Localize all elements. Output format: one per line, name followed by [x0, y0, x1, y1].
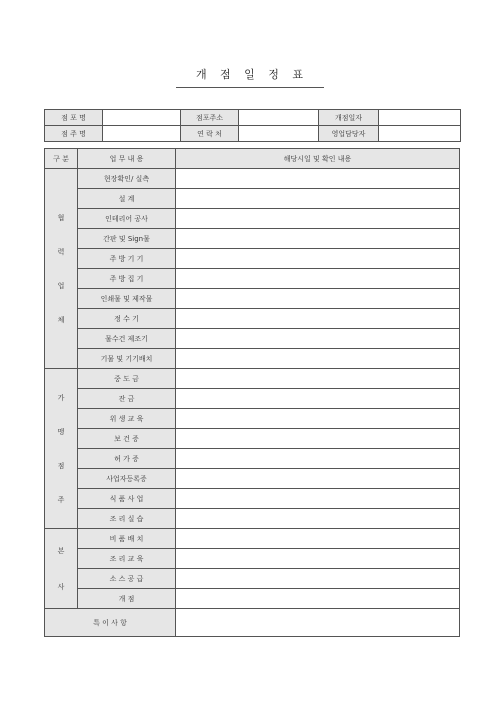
table-row [45, 589, 460, 609]
detail-field[interactable] [176, 189, 460, 209]
category-header: 구 분 [45, 149, 78, 169]
store-info-table [44, 109, 461, 142]
task-label: 보 건 증 [78, 429, 176, 449]
table-row [45, 269, 460, 289]
store-address-field[interactable] [239, 110, 319, 126]
store-address-label: 점포주소 [181, 110, 239, 126]
table-row [45, 249, 460, 269]
task-label: 비 품 배 치 [78, 529, 176, 549]
task-label: 주 방 기 기 [78, 249, 176, 269]
table-row [45, 429, 460, 449]
task-label: 식 품 사 업 [78, 489, 176, 509]
table-row [45, 389, 460, 409]
table-row [45, 449, 460, 469]
table-row [45, 369, 460, 389]
detail-field[interactable] [176, 569, 460, 589]
detail-field[interactable] [176, 489, 460, 509]
detail-field[interactable] [176, 169, 460, 189]
notes-label: 특 이 사 항 [45, 609, 176, 637]
table-row [45, 569, 460, 589]
table-row [45, 489, 460, 509]
task-label: 주 방 집 기 [78, 269, 176, 289]
detail-field[interactable] [176, 349, 460, 369]
table-row [45, 229, 460, 249]
task-label: 물수건 제조기 [78, 329, 176, 349]
group-label [45, 169, 78, 369]
detail-field[interactable] [176, 369, 460, 389]
detail-field[interactable] [176, 549, 460, 569]
sales-manager-field[interactable] [379, 126, 461, 142]
detail-field[interactable] [176, 309, 460, 329]
owner-name-label: 점 주 명 [45, 126, 103, 142]
group-label-char: 사 [57, 582, 65, 591]
store-info-row [45, 126, 461, 142]
group-label-char: 맹 [57, 427, 65, 436]
detail-field[interactable] [176, 229, 460, 249]
owner-name-field[interactable] [103, 126, 181, 142]
notes-row [45, 609, 460, 637]
document-title: 개 점 일 정 표 [195, 68, 309, 81]
detail-field[interactable] [176, 449, 460, 469]
detail-field[interactable] [176, 429, 460, 449]
group-label [45, 369, 78, 529]
task-label: 개 점 [78, 589, 176, 609]
task-label: 기물 및 기기배치 [78, 349, 176, 369]
detail-field[interactable] [176, 529, 460, 549]
table-row [45, 529, 460, 549]
header-row [45, 149, 460, 169]
task-label: 인쇄물 및 제작물 [78, 289, 176, 309]
task-header: 업 무 내 용 [78, 149, 176, 169]
detail-field[interactable] [176, 469, 460, 489]
detail-field[interactable] [176, 409, 460, 429]
table-row [45, 469, 460, 489]
table-row [45, 349, 460, 369]
detail-field[interactable] [176, 249, 460, 269]
detail-field[interactable] [176, 389, 460, 409]
notes-field[interactable] [176, 609, 460, 637]
task-label: 현장확인/ 실측 [78, 169, 176, 189]
table-row [45, 329, 460, 349]
opening-date-label: 개점일자 [319, 110, 379, 126]
sales-manager-label: 영업담당자 [319, 126, 379, 142]
schedule-table [44, 148, 460, 637]
contact-label: 연 락 처 [181, 126, 239, 142]
store-info-row [45, 110, 461, 126]
task-label: 사업자등록증 [78, 469, 176, 489]
task-label: 허 가 증 [78, 449, 176, 469]
task-label: 조 리 실 습 [78, 509, 176, 529]
detail-field[interactable] [176, 589, 460, 609]
table-row [45, 169, 460, 189]
task-label: 중 도 금 [78, 369, 176, 389]
detail-field[interactable] [176, 509, 460, 529]
detail-field[interactable] [176, 209, 460, 229]
task-label: 소 스 공 급 [78, 569, 176, 589]
contact-field[interactable] [239, 126, 319, 142]
detail-field[interactable] [176, 289, 460, 309]
group-label-char: 체 [57, 315, 65, 324]
task-label: 인테리어 공사 [78, 209, 176, 229]
group-label-char: 력 [57, 247, 65, 256]
detail-header: 해당시일 및 확인 내용 [176, 149, 460, 169]
group-label-char: 업 [57, 281, 65, 290]
store-name-field[interactable] [103, 110, 181, 126]
opening-date-field[interactable] [379, 110, 461, 126]
group-label-char: 협 [57, 213, 65, 222]
task-label: 설 계 [78, 189, 176, 209]
table-row [45, 549, 460, 569]
table-row [45, 409, 460, 429]
table-row [45, 309, 460, 329]
task-label: 조 리 교 육 [78, 549, 176, 569]
title-underline [176, 87, 324, 88]
task-label: 잔 금 [78, 389, 176, 409]
table-row [45, 509, 460, 529]
group-label [45, 529, 78, 609]
group-label-char: 본 [57, 546, 65, 555]
detail-field[interactable] [176, 329, 460, 349]
table-row [45, 209, 460, 229]
group-label-char: 가 [57, 393, 65, 402]
task-label: 간판 및 Sign물 [78, 229, 176, 249]
table-row [45, 289, 460, 309]
detail-field[interactable] [176, 269, 460, 289]
task-label: 정 수 기 [78, 309, 176, 329]
task-label: 위 생 교 육 [78, 409, 176, 429]
group-label-char: 점 [57, 461, 65, 470]
store-name-label: 점 포 명 [45, 110, 103, 126]
table-row [45, 189, 460, 209]
group-label-char: 주 [57, 495, 65, 504]
